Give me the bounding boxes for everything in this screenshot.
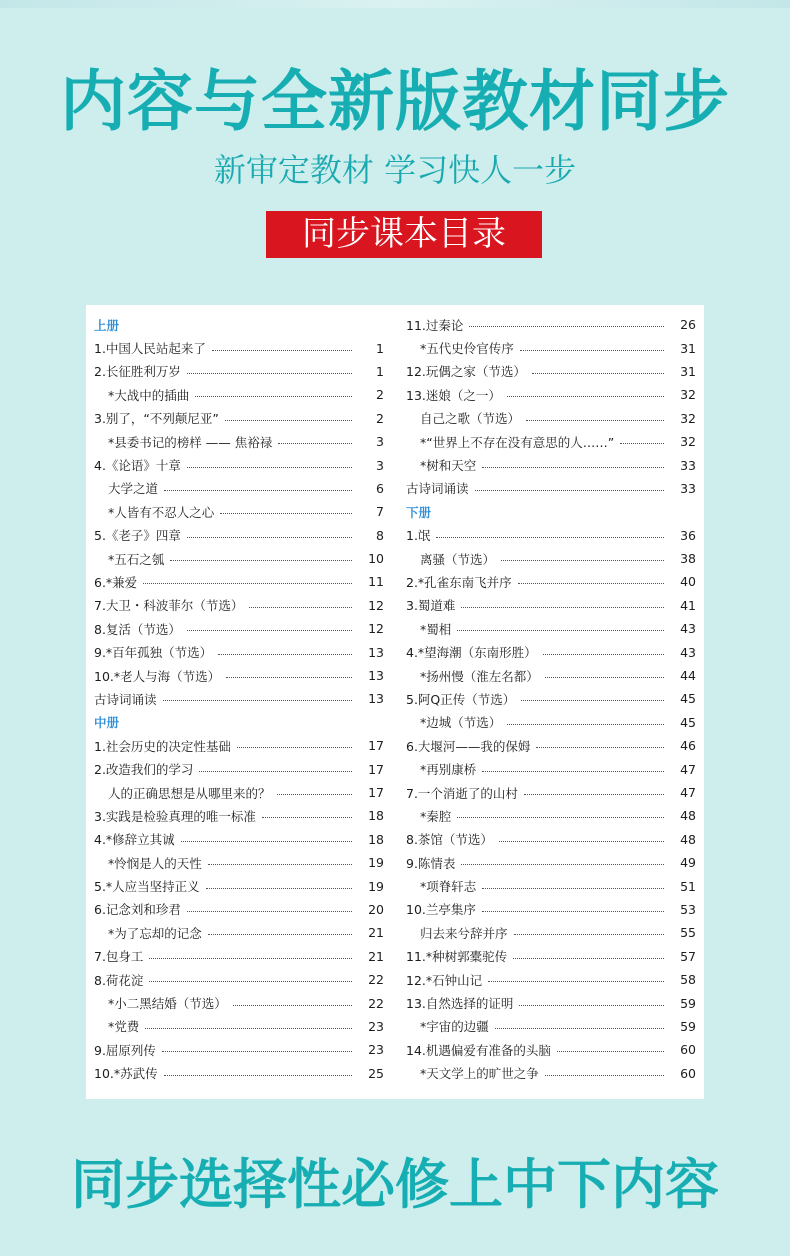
toc-entry-page: 48 xyxy=(680,831,696,847)
toc-entry-page: 17 xyxy=(368,761,384,777)
toc-entry xyxy=(94,664,384,687)
toc-dot-leader xyxy=(149,958,352,959)
toc-dot-leader xyxy=(187,467,352,468)
toc-dot-leader xyxy=(278,443,352,444)
toc-dot-leader xyxy=(149,981,352,982)
toc-entry-page: 11 xyxy=(368,574,384,590)
toc-entry-title: 7.包身工 xyxy=(94,949,144,965)
toc-entry xyxy=(406,898,696,921)
toc-entry xyxy=(406,594,696,617)
toc-entry-title: 8.复活（节选） xyxy=(94,621,181,637)
toc-entry xyxy=(94,640,384,663)
toc-entry-page: 10 xyxy=(368,551,384,567)
top-decoration-strip xyxy=(0,0,790,8)
toc-entry xyxy=(406,757,696,780)
toc-entry xyxy=(94,453,384,476)
toc-dot-leader xyxy=(519,1005,664,1006)
toc-entry xyxy=(406,1038,696,1061)
toc-entry-title: 3.别了，“不列颠尼亚” xyxy=(94,411,219,427)
toc-entry xyxy=(94,383,384,406)
toc-entry-page: 12 xyxy=(368,621,384,637)
toc-entry-page: 60 xyxy=(680,1065,696,1081)
toc-entry xyxy=(94,430,384,453)
toc-dot-leader xyxy=(526,420,664,421)
toc-entry xyxy=(94,687,384,710)
toc-entry-page: 18 xyxy=(368,831,384,847)
toc-entry-page: 22 xyxy=(368,995,384,1011)
toc-entry-title: *蜀相 xyxy=(420,621,452,637)
toc-entry xyxy=(406,828,696,851)
toc-dot-leader xyxy=(532,373,664,374)
toc-entry-page: 17 xyxy=(368,785,384,800)
toc-entry-page: 47 xyxy=(680,761,696,777)
toc-entry-title: 13.迷娘（之一） xyxy=(406,387,501,403)
toc-entry-page: 43 xyxy=(680,621,696,637)
toc-entry-page: 17 xyxy=(368,738,384,754)
toc-entry xyxy=(406,968,696,991)
toc-column-left xyxy=(94,313,384,1085)
toc-entry-page: 23 xyxy=(368,1042,384,1058)
toc-dot-leader xyxy=(482,911,664,912)
toc-entry-page: 31 xyxy=(680,340,696,356)
toc-entry xyxy=(406,664,696,687)
toc-entry xyxy=(94,336,384,359)
toc-dot-leader xyxy=(218,654,352,655)
toc-entry xyxy=(94,1015,384,1038)
toc-dot-leader xyxy=(212,350,352,351)
toc-entry xyxy=(406,687,696,710)
toc-entry xyxy=(406,453,696,476)
toc-entry-title: *树和天空 xyxy=(420,458,477,474)
page-title: 内容与全新版教材同步 xyxy=(60,63,730,140)
toc-dot-leader xyxy=(545,1075,664,1076)
toc-entry-title: *为了忘却的记念 xyxy=(108,925,202,941)
toc-entry-page: 2 xyxy=(376,387,384,403)
toc-entry-page: 13 xyxy=(368,644,384,660)
toc-entry-title: 13.自然选择的证明 xyxy=(406,996,514,1012)
toc-dot-leader xyxy=(457,630,664,631)
toc-dot-leader xyxy=(436,537,664,538)
toc-dot-leader xyxy=(226,677,352,678)
toc-entry xyxy=(94,547,384,570)
toc-entry-page: 59 xyxy=(680,995,696,1011)
toc-entry-page: 40 xyxy=(680,574,696,590)
toc-entry xyxy=(94,617,384,640)
toc-dot-leader xyxy=(187,911,352,912)
toc-entry-title: *“世界上不存在没有意思的人……” xyxy=(420,434,615,450)
toc-entry-title: 2.长征胜利万岁 xyxy=(94,364,181,380)
toc-entry-page: 31 xyxy=(680,363,696,379)
toc-entry-title: 古诗词诵读 xyxy=(406,481,469,497)
toc-dot-leader xyxy=(461,607,664,608)
toc-entry-title: 人的正确思想是从哪里来的？ xyxy=(108,785,271,801)
toc-entry xyxy=(94,851,384,874)
toc-entry-title: 14.机遇偏爱有准备的头脑 xyxy=(406,1042,551,1058)
toc-entry-page: 32 xyxy=(680,410,696,426)
toc-entry xyxy=(406,1062,696,1085)
toc-dot-leader xyxy=(237,747,352,748)
toc-entry xyxy=(406,360,696,383)
toc-entry-page: 33 xyxy=(680,480,696,496)
toc-entry-title: 5.阿Q正传（节选） xyxy=(406,691,516,707)
toc-dot-leader xyxy=(162,1051,352,1052)
toc-entry-page: 45 xyxy=(680,691,696,707)
toc-entry-page: 1 xyxy=(376,363,384,379)
toc-entry-page: 19 xyxy=(368,878,384,894)
toc-entry-page: 6 xyxy=(376,480,384,496)
toc-entry xyxy=(406,524,696,547)
toc-entry-title: 11.过秦论 xyxy=(406,317,464,333)
toc-dot-leader xyxy=(170,560,352,561)
toc-entry xyxy=(406,991,696,1014)
toc-dot-leader xyxy=(145,1028,352,1029)
toc-entry-page: 2 xyxy=(376,410,384,426)
toc-entry-title: *秦腔 xyxy=(420,808,452,824)
toc-entry xyxy=(94,945,384,968)
toc-entry-title: *五石之瓠 xyxy=(108,551,165,567)
toc-dot-leader xyxy=(469,326,664,327)
toc-entry xyxy=(406,874,696,897)
toc-dot-leader xyxy=(457,817,664,818)
toc-entry-page: 32 xyxy=(680,387,696,403)
toc-entry-title: *宇宙的边疆 xyxy=(420,1019,489,1035)
toc-dot-leader xyxy=(524,794,664,795)
toc-entry xyxy=(406,313,696,336)
toc-dot-leader xyxy=(520,350,664,351)
toc-entry-title: 12.*石钟山记 xyxy=(406,972,483,988)
toc-dot-leader xyxy=(195,396,352,397)
toc-banner: 同步课本目录 xyxy=(266,211,542,258)
toc-entry xyxy=(406,945,696,968)
toc-dot-leader xyxy=(208,864,352,865)
toc-entry xyxy=(406,570,696,593)
toc-entry-title: 古诗词诵读 xyxy=(94,691,157,707)
toc-dot-leader xyxy=(482,467,664,468)
toc-dot-leader xyxy=(501,560,664,561)
toc-entry-title: 离骚（节选） xyxy=(420,551,496,567)
toc-entry xyxy=(406,781,696,804)
toc-entry-page: 38 xyxy=(680,551,696,567)
toc-entry xyxy=(94,874,384,897)
toc-entry xyxy=(406,547,696,570)
toc-entry-title: *五代史伶官传序 xyxy=(420,341,514,357)
toc-dot-leader xyxy=(225,420,352,421)
toc-entry-page: 60 xyxy=(680,1042,696,1058)
toc-dot-leader xyxy=(164,1075,352,1076)
toc-entry-page: 20 xyxy=(368,901,384,917)
toc-entry-title: 4.*望海潮（东南形胜） xyxy=(406,645,537,661)
toc-entry-page: 26 xyxy=(680,317,696,333)
toc-entry xyxy=(406,430,696,453)
toc-entry-page: 55 xyxy=(680,925,696,941)
toc-dot-leader xyxy=(495,1028,664,1029)
toc-entry-title: 2.改造我们的学习 xyxy=(94,762,194,778)
toc-entry-title: 6.*兼爱 xyxy=(94,574,138,590)
toc-entry-title: 1.氓 xyxy=(406,528,431,544)
toc-entry-title: 7.大卫・科波菲尔（节选） xyxy=(94,598,244,614)
toc-entry xyxy=(94,804,384,827)
toc-dot-leader xyxy=(164,490,352,491)
toc-entry-title: 8.荷花淀 xyxy=(94,972,144,988)
toc-entry-page: 3 xyxy=(376,434,384,450)
toc-entry-page: 53 xyxy=(680,901,696,917)
toc-entry-page: 21 xyxy=(368,925,384,941)
toc-dot-leader xyxy=(514,934,664,935)
toc-entry-title: *党费 xyxy=(108,1019,140,1035)
toc-entry-title: 5.《老子》四章 xyxy=(94,528,181,544)
toc-dot-leader xyxy=(518,583,664,584)
toc-entry xyxy=(94,570,384,593)
toc-entry-title: 2.*孔雀东南飞并序 xyxy=(406,574,512,590)
toc-dot-leader xyxy=(277,794,352,795)
toc-dot-leader xyxy=(499,841,664,842)
toc-dot-leader xyxy=(199,771,352,772)
toc-entry-page: 3 xyxy=(376,457,384,473)
toc-entry xyxy=(94,898,384,921)
toc-section-heading: 中册 xyxy=(94,715,120,731)
toc-dot-leader xyxy=(543,654,664,655)
toc-dot-leader xyxy=(262,817,352,818)
toc-entry-page: 13 xyxy=(368,691,384,707)
toc-entry-page: 19 xyxy=(368,855,384,871)
toc-dot-leader xyxy=(208,934,352,935)
toc-entry xyxy=(94,828,384,851)
toc-entry-page: 41 xyxy=(680,597,696,613)
toc-entry-page: 46 xyxy=(680,738,696,754)
toc-entry xyxy=(94,477,384,500)
toc-entry-title: 6.大堰河——我的保姆 xyxy=(406,738,531,754)
toc-entry-title: *边城（节选） xyxy=(420,715,502,731)
toc-dot-leader xyxy=(187,630,352,631)
toc-entry-page: 22 xyxy=(368,972,384,988)
toc-entry-title: 1.中国人民站起来了 xyxy=(94,341,206,357)
toc-entry-page: 21 xyxy=(368,948,384,964)
toc-dot-leader xyxy=(536,747,664,748)
toc-entry-title: *县委书记的榜样 —— 焦裕禄 xyxy=(108,434,273,450)
toc-entry xyxy=(94,360,384,383)
toc-dot-leader xyxy=(620,443,664,444)
toc-dot-leader xyxy=(507,396,664,397)
toc-entry xyxy=(94,968,384,991)
toc-entry-page: 25 xyxy=(368,1065,384,1081)
toc-entry-page: 57 xyxy=(680,948,696,964)
toc-panel xyxy=(86,305,704,1099)
toc-dot-leader xyxy=(220,513,352,514)
toc-entry xyxy=(94,781,384,804)
toc-entry-title: 7.一个消逝了的山村 xyxy=(406,785,518,801)
toc-entry xyxy=(406,851,696,874)
bottom-title: 同步选择性必修上中下内容 xyxy=(71,1153,719,1216)
toc-entry xyxy=(406,1015,696,1038)
toc-entry-page: 49 xyxy=(680,855,696,871)
toc-entry-title: 6.记念刘和珍君 xyxy=(94,902,181,918)
toc-entry xyxy=(406,383,696,406)
toc-entry-title: *大战中的插曲 xyxy=(108,387,190,403)
toc-entry-page: 18 xyxy=(368,808,384,824)
toc-entry-page: 12 xyxy=(368,597,384,613)
toc-dot-leader xyxy=(143,583,352,584)
toc-dot-leader xyxy=(249,607,352,608)
toc-entry-title: 11.*种树郭橐驼传 xyxy=(406,949,508,965)
toc-entry xyxy=(94,734,384,757)
toc-entry xyxy=(94,1062,384,1085)
toc-dot-leader xyxy=(488,981,664,982)
toc-entry-page: 51 xyxy=(680,878,696,894)
toc-entry-page: 59 xyxy=(680,1018,696,1034)
toc-entry-title: 10.*苏武传 xyxy=(94,1066,158,1082)
toc-entry-title: 归去来兮辞并序 xyxy=(420,925,508,941)
toc-entry-title: 8.茶馆（节选） xyxy=(406,832,493,848)
toc-entry-title: 12.玩偶之家（节选） xyxy=(406,364,526,380)
toc-entry-page: 58 xyxy=(680,972,696,988)
toc-dot-leader xyxy=(545,677,664,678)
toc-entry-title: 1.社会历史的决定性基础 xyxy=(94,738,231,754)
toc-dot-leader xyxy=(513,958,664,959)
toc-entry-page: 45 xyxy=(680,714,696,730)
toc-entry xyxy=(406,711,696,734)
toc-entry-page: 33 xyxy=(680,457,696,473)
toc-section-heading: 下册 xyxy=(406,504,432,520)
toc-entry xyxy=(406,734,696,757)
toc-dot-leader xyxy=(187,373,352,374)
toc-dot-leader xyxy=(482,888,664,889)
toc-dot-leader xyxy=(475,490,664,491)
toc-dot-leader xyxy=(461,864,664,865)
toc-entry-title: 5.*人应当坚持正义 xyxy=(94,879,200,895)
toc-section-heading: 上册 xyxy=(94,317,120,333)
toc-entry-page: 8 xyxy=(376,527,384,543)
toc-entry xyxy=(406,336,696,359)
toc-entry xyxy=(94,524,384,547)
toc-entry xyxy=(406,640,696,663)
toc-entry-title: 10.兰亭集序 xyxy=(406,902,476,918)
toc-entry xyxy=(406,804,696,827)
toc-dot-leader xyxy=(557,1051,664,1052)
toc-dot-leader xyxy=(163,700,352,701)
toc-entry-page: 23 xyxy=(368,1018,384,1034)
toc-dot-leader xyxy=(521,700,664,701)
toc-entry xyxy=(406,477,696,500)
toc-entry-title: 3.实践是检验真理的唯一标准 xyxy=(94,808,256,824)
toc-entry-title: 9.屈原列传 xyxy=(94,1042,156,1058)
toc-entry xyxy=(94,1038,384,1061)
toc-entry-page: 32 xyxy=(680,434,696,450)
toc-entry-title: 4.*修辞立其诚 xyxy=(94,832,175,848)
toc-entry-page: 7 xyxy=(376,504,384,520)
toc-entry xyxy=(94,594,384,617)
toc-entry-title: 9.陈情表 xyxy=(406,855,456,871)
toc-entry-page: 48 xyxy=(680,808,696,824)
toc-entry xyxy=(406,921,696,944)
toc-entry-page: 13 xyxy=(368,668,384,684)
toc-entry-page: 36 xyxy=(680,527,696,543)
toc-entry xyxy=(406,407,696,430)
toc-dot-leader xyxy=(233,1005,352,1006)
toc-entry-title: 自己之歌（节选） xyxy=(420,411,521,427)
toc-entry-title: 大学之道 xyxy=(108,481,159,497)
toc-entry-title: *人皆有不忍人之心 xyxy=(108,504,215,520)
toc-entry-page: 44 xyxy=(680,668,696,684)
toc-entry-title: *天文学上的旷世之争 xyxy=(420,1066,539,1082)
toc-entry-page: 47 xyxy=(680,785,696,800)
page-subtitle: 新审定教材 学习快人一步 xyxy=(213,151,577,189)
toc-entry-title: 3.蜀道难 xyxy=(406,598,456,614)
toc-entry-page: 43 xyxy=(680,644,696,660)
toc-entry xyxy=(94,500,384,523)
toc-entry-page: 1 xyxy=(376,340,384,356)
toc-entry-title: *扬州慢（淮左名都） xyxy=(420,668,539,684)
toc-entry xyxy=(94,757,384,780)
toc-entry-title: 10.*老人与海（节选） xyxy=(94,668,221,684)
toc-dot-leader xyxy=(187,537,352,538)
toc-dot-leader xyxy=(482,771,664,772)
toc-column-right xyxy=(406,313,696,1085)
toc-dot-leader xyxy=(181,841,352,842)
toc-dot-leader xyxy=(206,888,352,889)
toc-entry-title: *小二黑结婚（节选） xyxy=(108,996,227,1012)
toc-entry xyxy=(406,617,696,640)
toc-entry-title: *项脊轩志 xyxy=(420,879,477,895)
toc-dot-leader xyxy=(507,724,664,725)
toc-entry-title: 4.《论语》十章 xyxy=(94,458,181,474)
toc-entry-title: *再别康桥 xyxy=(420,762,477,778)
toc-entry xyxy=(94,407,384,430)
toc-entry-title: 9.*百年孤独（节选） xyxy=(94,645,213,661)
toc-entry-title: *怜悯是人的天性 xyxy=(108,855,202,871)
toc-entry xyxy=(94,921,384,944)
toc-entry xyxy=(94,991,384,1014)
